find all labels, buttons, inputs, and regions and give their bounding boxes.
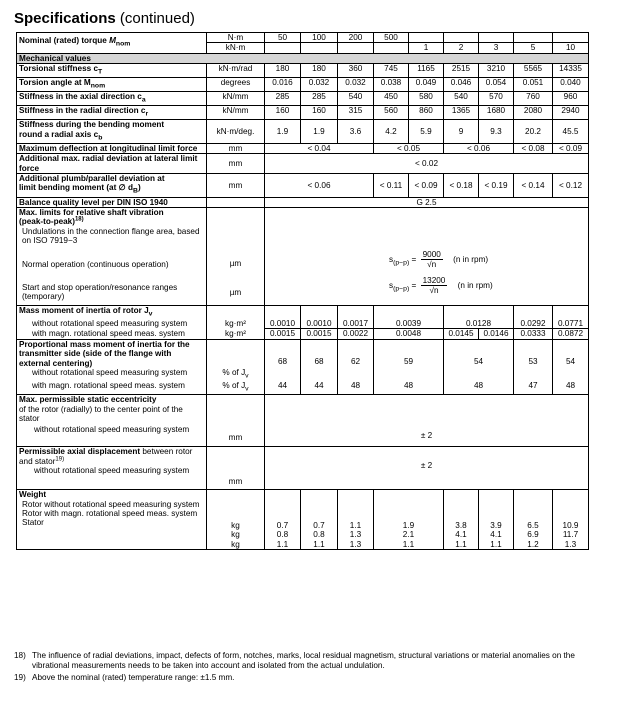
value-cell: 0.040 bbox=[553, 78, 589, 92]
vibration-units: µm µm bbox=[207, 207, 265, 305]
unit-cell: kg·m² bbox=[207, 319, 265, 329]
value-cell: 0.0039 bbox=[374, 319, 444, 329]
value-cell: 0.0145 bbox=[444, 329, 479, 339]
value-cell: 45.5 bbox=[553, 120, 589, 143]
unit-cell: kg·m² bbox=[207, 329, 265, 339]
prop-col-1: 68 44 bbox=[265, 339, 301, 394]
torsion-angle-label: Torsion angle at $M_{nom}$ bbox=[17, 78, 207, 92]
weight-col-8: 10.9 11.7 1.3 bbox=[553, 490, 589, 550]
value-cell: < 0.04 bbox=[265, 143, 374, 153]
page-title bbox=[14, 10, 195, 27]
value-cell: < 0.06 bbox=[265, 174, 374, 197]
torsion-angle-row bbox=[17, 78, 589, 92]
value-cell: 0.016 bbox=[265, 78, 301, 92]
unit-cell: kN·m/deg. bbox=[207, 120, 265, 143]
prop-col-5: 54 48 bbox=[444, 339, 514, 394]
value-cell: 0.032 bbox=[338, 78, 374, 92]
value-cell: < 0.09 bbox=[553, 143, 589, 153]
prop-col-6: 53 47 bbox=[514, 339, 553, 394]
page-title-suffix: (continued) bbox=[115, 10, 195, 27]
value-cell: 1165 bbox=[409, 64, 444, 78]
eccentricity-label: Max. permissible static eccentricity of the rotor (radially) to the center point of the stator without rotational speed measuring system bbox=[17, 395, 207, 447]
axial-displacement-value: ± 2 bbox=[265, 447, 589, 490]
value-cell: 0.051 bbox=[514, 78, 553, 92]
value-cell: 0.0017 bbox=[338, 319, 374, 329]
torque-col-2k: 2 bbox=[444, 43, 479, 53]
unit-knm: kN·m bbox=[207, 43, 265, 53]
unit-nm: N·m bbox=[207, 33, 265, 43]
torque-col-1k: 1 bbox=[409, 43, 444, 53]
value-cell: 580 bbox=[409, 92, 444, 106]
value-cell: 560 bbox=[374, 106, 409, 120]
mass-moment-without-label: without rotational speed measuring system bbox=[17, 319, 207, 329]
value-cell: 2515 bbox=[444, 64, 479, 78]
axial-stiffness-label: Stiffness in the axial direction $c_a$ bbox=[17, 92, 207, 106]
value-cell: < 0.18 bbox=[444, 174, 479, 197]
value-cell: 450 bbox=[374, 92, 409, 106]
weight-col-7: 6.5 6.9 1.2 bbox=[514, 490, 553, 550]
torsional-stiffness-label: Torsional stiffness $c_T$ bbox=[17, 64, 207, 78]
weight-col-6: 3.9 4.1 1.1 bbox=[479, 490, 514, 550]
max-radial-deviation-label: Additional max. radial deviation at lateral limit force bbox=[17, 154, 207, 174]
value-cell: 860 bbox=[409, 106, 444, 120]
value-cell: < 0.05 bbox=[374, 143, 444, 153]
footnotes bbox=[14, 651, 600, 683]
value-cell: 570 bbox=[479, 92, 514, 106]
max-deflection-row bbox=[17, 143, 589, 153]
value-cell: 960 bbox=[553, 92, 589, 106]
value-cell: 360 bbox=[338, 64, 374, 78]
normal-formula: $s_{(p-p)}$ = $\frac{9000}{√n}$ (n in rpm) bbox=[389, 249, 489, 270]
prop-mass-label: Proportional mass moment of inertia for the transmitter side (side of the flange with external centering) bbox=[17, 339, 207, 368]
prop-mass-with-label: with magn. rotational speed meas. system bbox=[17, 381, 207, 395]
value-cell: < 0.11 bbox=[374, 174, 409, 197]
weight-row bbox=[17, 490, 589, 550]
value-cell: 3210 bbox=[479, 64, 514, 78]
start-formula: $s_{(p-p)}$ = $\frac{13200}{√n}$ (n in rpm) bbox=[389, 275, 493, 296]
value-cell: 160 bbox=[301, 106, 338, 120]
torque-col-10k: 10 bbox=[553, 43, 589, 53]
unit-cell: % of $J_v$ bbox=[207, 368, 265, 381]
eccentricity-value: ± 2 bbox=[265, 395, 589, 447]
prop-mass-title-row bbox=[17, 339, 589, 368]
bending-stiffness-row bbox=[17, 120, 589, 143]
value-cell: 20.2 bbox=[514, 120, 553, 143]
value-cell: 1.9 bbox=[265, 120, 301, 143]
value-cell: 0.0010 bbox=[301, 319, 338, 329]
value-cell: 0.0771 bbox=[553, 319, 589, 329]
value-cell: 160 bbox=[265, 106, 301, 120]
value-cell: 0.0146 bbox=[479, 329, 514, 339]
value-cell: 745 bbox=[374, 64, 409, 78]
radial-stiffness-label: Stiffness in the radial direction $c_r$ bbox=[17, 106, 207, 120]
prop-col-4: 59 48 bbox=[374, 339, 444, 394]
value-cell: 2940 bbox=[553, 106, 589, 120]
weight-col-3: 1.1 1.3 1.3 bbox=[338, 490, 374, 550]
vibration-row bbox=[17, 207, 589, 305]
bending-stiffness-label: Stiffness during the bending moment round a radial axis $c_b$ bbox=[17, 120, 207, 143]
unit-cell: mm bbox=[207, 143, 265, 153]
value-cell: 180 bbox=[265, 64, 301, 78]
unit-cell: kN/mm bbox=[207, 92, 265, 106]
weight-col-4: 1.9 2.1 1.1 bbox=[374, 490, 444, 550]
value-cell: 0.054 bbox=[479, 78, 514, 92]
torque-col-500: 500 bbox=[374, 33, 409, 43]
prop-col-2: 68 44 bbox=[301, 339, 338, 394]
value-cell: < 0.08 bbox=[514, 143, 553, 153]
value-cell: 9 bbox=[444, 120, 479, 143]
value-cell: < 0.09 bbox=[409, 174, 444, 197]
weight-label: Weight Rotor without rotational speed measuring system Rotor with magn. rotational speed meas. system Stator bbox=[17, 490, 207, 550]
max-deflection-label: Maximum deflection at longitudinal limit force bbox=[17, 143, 207, 153]
torsional-stiffness-row bbox=[17, 64, 589, 78]
axial-displacement-row bbox=[17, 447, 589, 490]
value-cell: 0.0872 bbox=[553, 329, 589, 339]
value-cell: 5565 bbox=[514, 64, 553, 78]
unit-cell: % of $J_v$ bbox=[207, 381, 265, 395]
mass-moment-with-row bbox=[17, 329, 589, 339]
value-cell: 5.9 bbox=[409, 120, 444, 143]
specifications-table bbox=[16, 32, 589, 550]
prop-col-7: 54 48 bbox=[553, 339, 589, 394]
plumb-deviation-label: Additional plumb/parallel deviation at limit bending moment (at ∅ $d_B$) bbox=[17, 174, 207, 197]
value-cell: 1.9 bbox=[301, 120, 338, 143]
value-cell: 285 bbox=[265, 92, 301, 106]
vibration-label: Max. limits for relative shaft vibration (peak-to-peak)$^{18)}$ Undulations in the connection flange area, based on ISO 7919−3 Normal operation (continuous operation) Start and stop operation/resonance ranges (temporary) bbox=[17, 207, 207, 305]
prop-mass-without-label: without rotational speed measuring system bbox=[17, 368, 207, 381]
mass-moment-label: Mass moment of inertia of rotor $J_v$ bbox=[17, 305, 207, 319]
value-cell: < 0.12 bbox=[553, 174, 589, 197]
unit-cell: kN·m/rad bbox=[207, 64, 265, 78]
torque-col-3k: 3 bbox=[479, 43, 514, 53]
value-cell: 180 bbox=[301, 64, 338, 78]
max-radial-deviation-row bbox=[17, 154, 589, 174]
value-cell: 0.0048 bbox=[374, 329, 444, 339]
footnote-19: 19) Above the nominal (rated) temperature range: ±1.5 mm. bbox=[14, 673, 235, 682]
section-mechanical-values: Mechanical values bbox=[17, 53, 589, 63]
plumb-deviation-row bbox=[17, 174, 589, 197]
value-cell: 0.0022 bbox=[338, 329, 374, 339]
axial-displacement-label: Permissible axial displacement between rotor and stator$^{19)}$ without rotational speed measuring system bbox=[17, 447, 207, 490]
balance-quality-label: Balance quality level per DIN ISO 1940 bbox=[17, 197, 207, 207]
value-cell: 0.038 bbox=[374, 78, 409, 92]
axial-stiffness-row bbox=[17, 92, 589, 106]
torque-col-50: 50 bbox=[265, 33, 301, 43]
torque-col-200: 200 bbox=[338, 33, 374, 43]
weight-col-5: 3.8 4.1 1.1 bbox=[444, 490, 479, 550]
eccentricity-row bbox=[17, 395, 589, 447]
weight-units: kg kg kg bbox=[207, 490, 265, 550]
value-cell: 1365 bbox=[444, 106, 479, 120]
footnote-18: 18) The influence of radial deviations, impact, defects of form, notches, marks, local residual magnetism, structural variations or material anomalies on the vibrational measurements needs to be taken into account and isolated from the actual undulation. bbox=[14, 651, 575, 670]
value-cell: 4.2 bbox=[374, 120, 409, 143]
header-row-nm bbox=[17, 33, 589, 43]
unit-cell: mm bbox=[207, 174, 265, 197]
value-cell: 760 bbox=[514, 92, 553, 106]
value-cell: 540 bbox=[338, 92, 374, 106]
eccentricity-unit: mm bbox=[207, 395, 265, 447]
value-cell: 0.0010 bbox=[265, 319, 301, 329]
mass-moment-without-row bbox=[17, 319, 589, 329]
vibration-formulas bbox=[265, 207, 589, 305]
value-cell: 0.0128 bbox=[444, 319, 514, 329]
nominal-torque-label: Nominal (rated) torque $M_{nom}$ bbox=[17, 33, 207, 54]
mass-moment-with-label: with magn. rotational speed meas. system bbox=[17, 329, 207, 339]
page-title-bold: Specifications bbox=[14, 10, 116, 27]
weight-col-2: 0.7 0.8 1.1 bbox=[301, 490, 338, 550]
value-cell: 3.6 bbox=[338, 120, 374, 143]
value-cell: 0.0015 bbox=[301, 329, 338, 339]
unit-cell: mm bbox=[207, 154, 265, 174]
value-cell: 0.049 bbox=[409, 78, 444, 92]
value-cell: 1680 bbox=[479, 106, 514, 120]
value-cell: < 0.02 bbox=[265, 154, 589, 174]
prop-col-3: 62 48 bbox=[338, 339, 374, 394]
unit-cell: kN/mm bbox=[207, 106, 265, 120]
mass-moment-title-row bbox=[17, 305, 589, 319]
balance-quality-row bbox=[17, 197, 589, 207]
value-cell: 0.0292 bbox=[514, 319, 553, 329]
value-cell: 0.0015 bbox=[265, 329, 301, 339]
value-cell: 14335 bbox=[553, 64, 589, 78]
axial-displacement-unit: mm bbox=[207, 447, 265, 490]
value-cell: G 2.5 bbox=[265, 197, 589, 207]
unit-cell: degrees bbox=[207, 78, 265, 92]
weight-col-1: 0.7 0.8 1.1 bbox=[265, 490, 301, 550]
value-cell: 0.0333 bbox=[514, 329, 553, 339]
radial-stiffness-row bbox=[17, 106, 589, 120]
value-cell: 540 bbox=[444, 92, 479, 106]
torque-col-5k: 5 bbox=[514, 43, 553, 53]
torque-col-100: 100 bbox=[301, 33, 338, 43]
value-cell: 285 bbox=[301, 92, 338, 106]
value-cell: 2080 bbox=[514, 106, 553, 120]
value-cell: 0.032 bbox=[301, 78, 338, 92]
value-cell: 315 bbox=[338, 106, 374, 120]
value-cell: < 0.06 bbox=[444, 143, 514, 153]
value-cell: < 0.19 bbox=[479, 174, 514, 197]
value-cell: 0.046 bbox=[444, 78, 479, 92]
value-cell: 9.3 bbox=[479, 120, 514, 143]
value-cell: < 0.14 bbox=[514, 174, 553, 197]
